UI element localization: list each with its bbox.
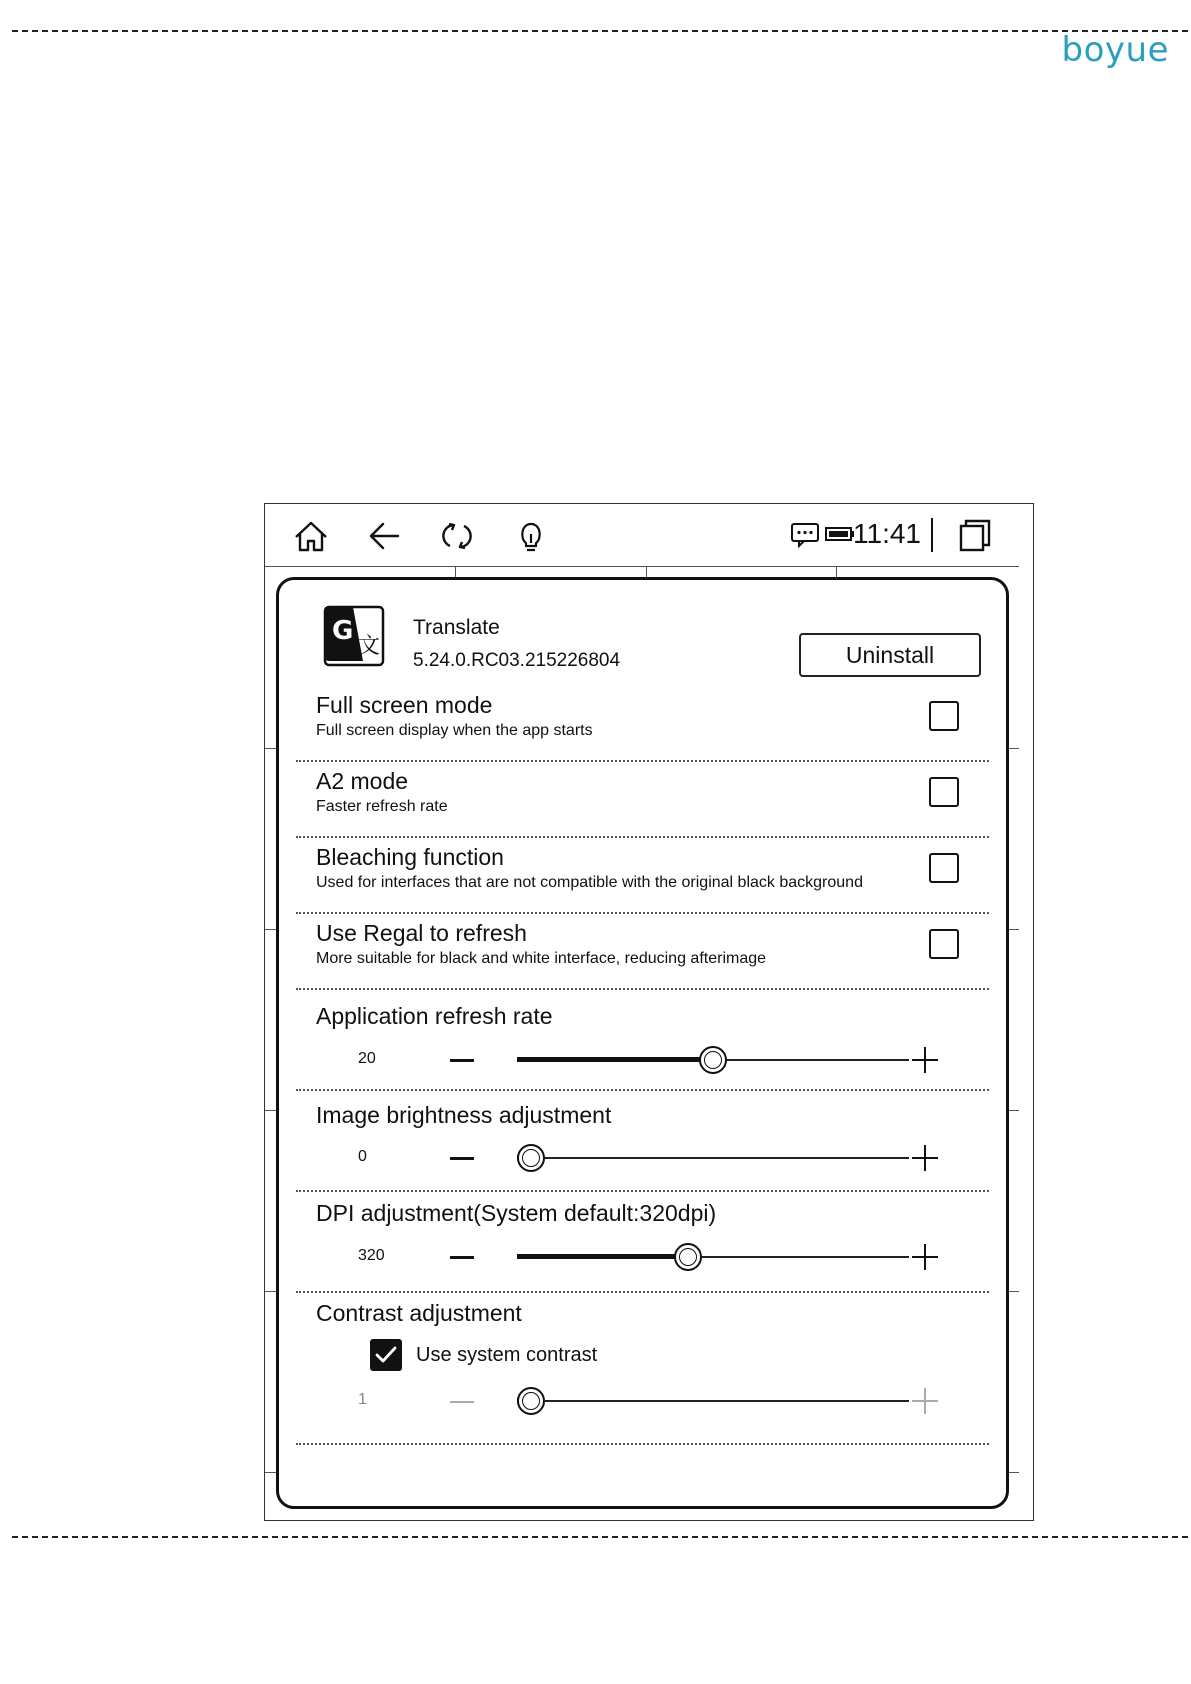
back-arrow-icon[interactable] xyxy=(365,516,405,556)
option-title: Full screen mode xyxy=(316,692,493,718)
option-subtitle: Used for interfaces that are not compatible with the original black background xyxy=(316,874,863,891)
status-bar xyxy=(265,504,1019,567)
slider-fill xyxy=(517,1057,713,1062)
app-version: 5.24.0.RC03.215226804 xyxy=(413,650,621,671)
slider-title: Application refresh rate xyxy=(316,1003,553,1029)
decrease-button xyxy=(450,1401,474,1403)
slider-title: Image brightness adjustment xyxy=(316,1102,612,1128)
slider-thumb[interactable] xyxy=(674,1243,702,1271)
refresh-rate-slider[interactable] xyxy=(517,1059,909,1061)
home-icon[interactable] xyxy=(291,516,331,556)
battery-icon xyxy=(825,522,855,546)
full-screen-checkbox[interactable] xyxy=(929,701,959,731)
option-row-regal-refresh[interactable] xyxy=(296,914,989,990)
page-bottom-rule xyxy=(12,1536,1188,1538)
slider-value: 0 xyxy=(358,1148,367,1165)
slider-value: 320 xyxy=(358,1247,385,1264)
option-row-full-screen[interactable] xyxy=(296,686,989,762)
contrast-row xyxy=(296,1293,989,1445)
dpi-slider[interactable] xyxy=(517,1256,909,1258)
contrast-value: 1 xyxy=(358,1391,367,1408)
slider-title: DPI adjustment(System default:320dpi) xyxy=(316,1200,717,1226)
svg-text:G: G xyxy=(332,616,354,646)
uninstall-button[interactable]: Uninstall xyxy=(799,633,981,677)
increase-button xyxy=(912,1388,938,1414)
google-translate-icon xyxy=(323,605,385,667)
refresh-icon[interactable] xyxy=(437,516,477,556)
option-title: Bleaching function xyxy=(316,844,504,870)
slider-thumb[interactable] xyxy=(699,1046,727,1074)
clock-time: 11:41 xyxy=(853,518,921,549)
option-subtitle: More suitable for black and white interface, reducing afterimage xyxy=(316,950,767,967)
contrast-slider xyxy=(517,1400,909,1402)
slider-thumb xyxy=(517,1387,545,1415)
slider-row-refresh-rate xyxy=(296,990,989,1091)
status-divider xyxy=(931,518,933,552)
option-subtitle: Faster refresh rate xyxy=(316,798,448,815)
decrease-button[interactable] xyxy=(450,1059,474,1062)
option-subtitle: Full screen display when the app starts xyxy=(316,722,593,739)
svg-text:文: 文 xyxy=(358,634,381,659)
app-settings-dialog xyxy=(276,577,1009,1509)
increase-button[interactable] xyxy=(912,1047,938,1073)
slider-value: 20 xyxy=(358,1050,376,1067)
device-screenshot xyxy=(264,503,1034,1521)
regal-refresh-checkbox[interactable] xyxy=(929,929,959,959)
increase-button[interactable] xyxy=(912,1244,938,1270)
option-row-bleaching[interactable] xyxy=(296,838,989,914)
multitask-icon[interactable] xyxy=(955,516,995,556)
slider-fill xyxy=(517,1254,688,1259)
a2-mode-checkbox[interactable] xyxy=(929,777,959,807)
app-header xyxy=(279,580,1006,680)
brand-logo: boyue xyxy=(1061,30,1169,70)
lightbulb-icon[interactable] xyxy=(511,516,551,556)
decrease-button[interactable] xyxy=(450,1157,474,1160)
contrast-title: Contrast adjustment xyxy=(316,1300,522,1326)
slider-row-dpi xyxy=(296,1192,989,1293)
slider-thumb[interactable] xyxy=(517,1144,545,1172)
system-contrast-checkbox[interactable] xyxy=(370,1339,402,1371)
option-title: Use Regal to refresh xyxy=(316,920,527,946)
decrease-button[interactable] xyxy=(450,1256,474,1259)
option-title: A2 mode xyxy=(316,768,409,794)
option-row-a2-mode[interactable] xyxy=(296,762,989,838)
slider-row-brightness xyxy=(296,1091,989,1192)
message-icon[interactable] xyxy=(789,518,821,550)
increase-button[interactable] xyxy=(912,1145,938,1171)
brightness-slider[interactable] xyxy=(517,1157,909,1159)
bleaching-checkbox[interactable] xyxy=(929,853,959,883)
app-name: Translate xyxy=(413,616,500,639)
system-contrast-label: Use system contrast xyxy=(416,1344,598,1366)
page-top-rule xyxy=(12,30,1188,32)
